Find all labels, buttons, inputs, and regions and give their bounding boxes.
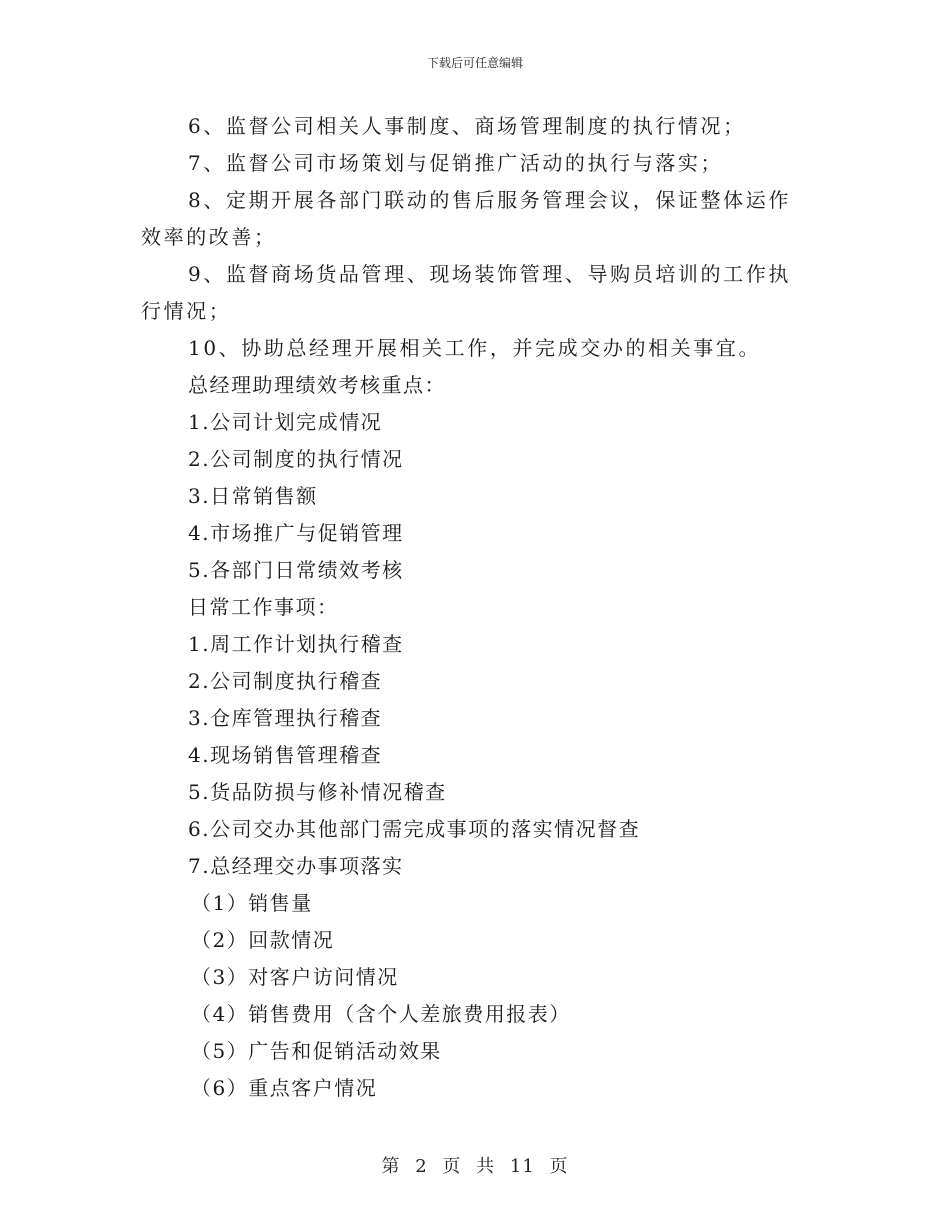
daily-subitem: （6）重点客户情况 bbox=[191, 1076, 378, 1100]
daily-item: 5.货品防损与修补情况稽查 bbox=[188, 780, 447, 804]
kpi-item: 4.市场推广与促销管理 bbox=[188, 521, 404, 545]
daily-subitem: （4）销售费用（含个人差旅费用报表） bbox=[191, 1002, 571, 1026]
daily-item: 6.公司交办其他部门需完成事项的落实情况督查 bbox=[188, 817, 641, 841]
kpi-item: 5.各部门日常绩效考核 bbox=[188, 558, 404, 582]
footer-total-pages: 11 bbox=[509, 1156, 535, 1177]
duty-item: 6、监督公司相关人事制度、商场管理制度的执行情况； bbox=[188, 114, 746, 138]
daily-item: 2.公司制度执行稽查 bbox=[188, 669, 383, 693]
daily-item: 4.现场销售管理稽查 bbox=[188, 743, 383, 767]
daily-item: 1.周工作计划执行稽查 bbox=[188, 632, 404, 656]
daily-subitem: （1）销售量 bbox=[191, 891, 313, 915]
page-number-footer bbox=[0, 1152, 950, 1178]
footer-label-total-unit: 页 bbox=[549, 1156, 569, 1177]
duty-item: 7、监督公司市场策划与促销推广活动的执行与落实； bbox=[188, 151, 724, 175]
footer-current-page: 2 bbox=[415, 1156, 428, 1177]
footer-label-total: 共 bbox=[476, 1156, 496, 1177]
duty-item: 9、监督商场货品管理、现场装饰管理、导购员培训的工作执行情况； bbox=[141, 262, 791, 323]
daily-subitem: （5）广告和促销活动效果 bbox=[191, 1039, 442, 1063]
kpi-item: 1.公司计划完成情况 bbox=[188, 410, 383, 434]
footer-label-page-unit: 页 bbox=[442, 1156, 462, 1177]
page-header-note: 下载后可任意编辑 bbox=[426, 56, 523, 70]
kpi-item: 2.公司制度的执行情况 bbox=[188, 447, 404, 471]
footer-label-page: 第 bbox=[381, 1156, 401, 1177]
document-body bbox=[141, 108, 811, 1107]
kpi-item: 3.日常销售额 bbox=[188, 484, 318, 508]
duty-item: 8、定期开展各部门联动的售后服务管理会议，保证整体运作效率的改善； bbox=[141, 188, 791, 249]
duty-item: 10、协助总经理开展相关工作，并完成交办的相关事宜。 bbox=[188, 336, 762, 360]
daily-item: 7.总经理交办事项落实 bbox=[188, 854, 404, 878]
daily-heading: 日常工作事项： bbox=[188, 595, 339, 619]
daily-subitem: （3）对客户访问情况 bbox=[191, 965, 399, 989]
daily-item: 3.仓库管理执行稽查 bbox=[188, 706, 383, 730]
daily-subitem: （2）回款情况 bbox=[191, 928, 335, 952]
kpi-heading: 总经理助理绩效考核重点： bbox=[188, 373, 446, 397]
